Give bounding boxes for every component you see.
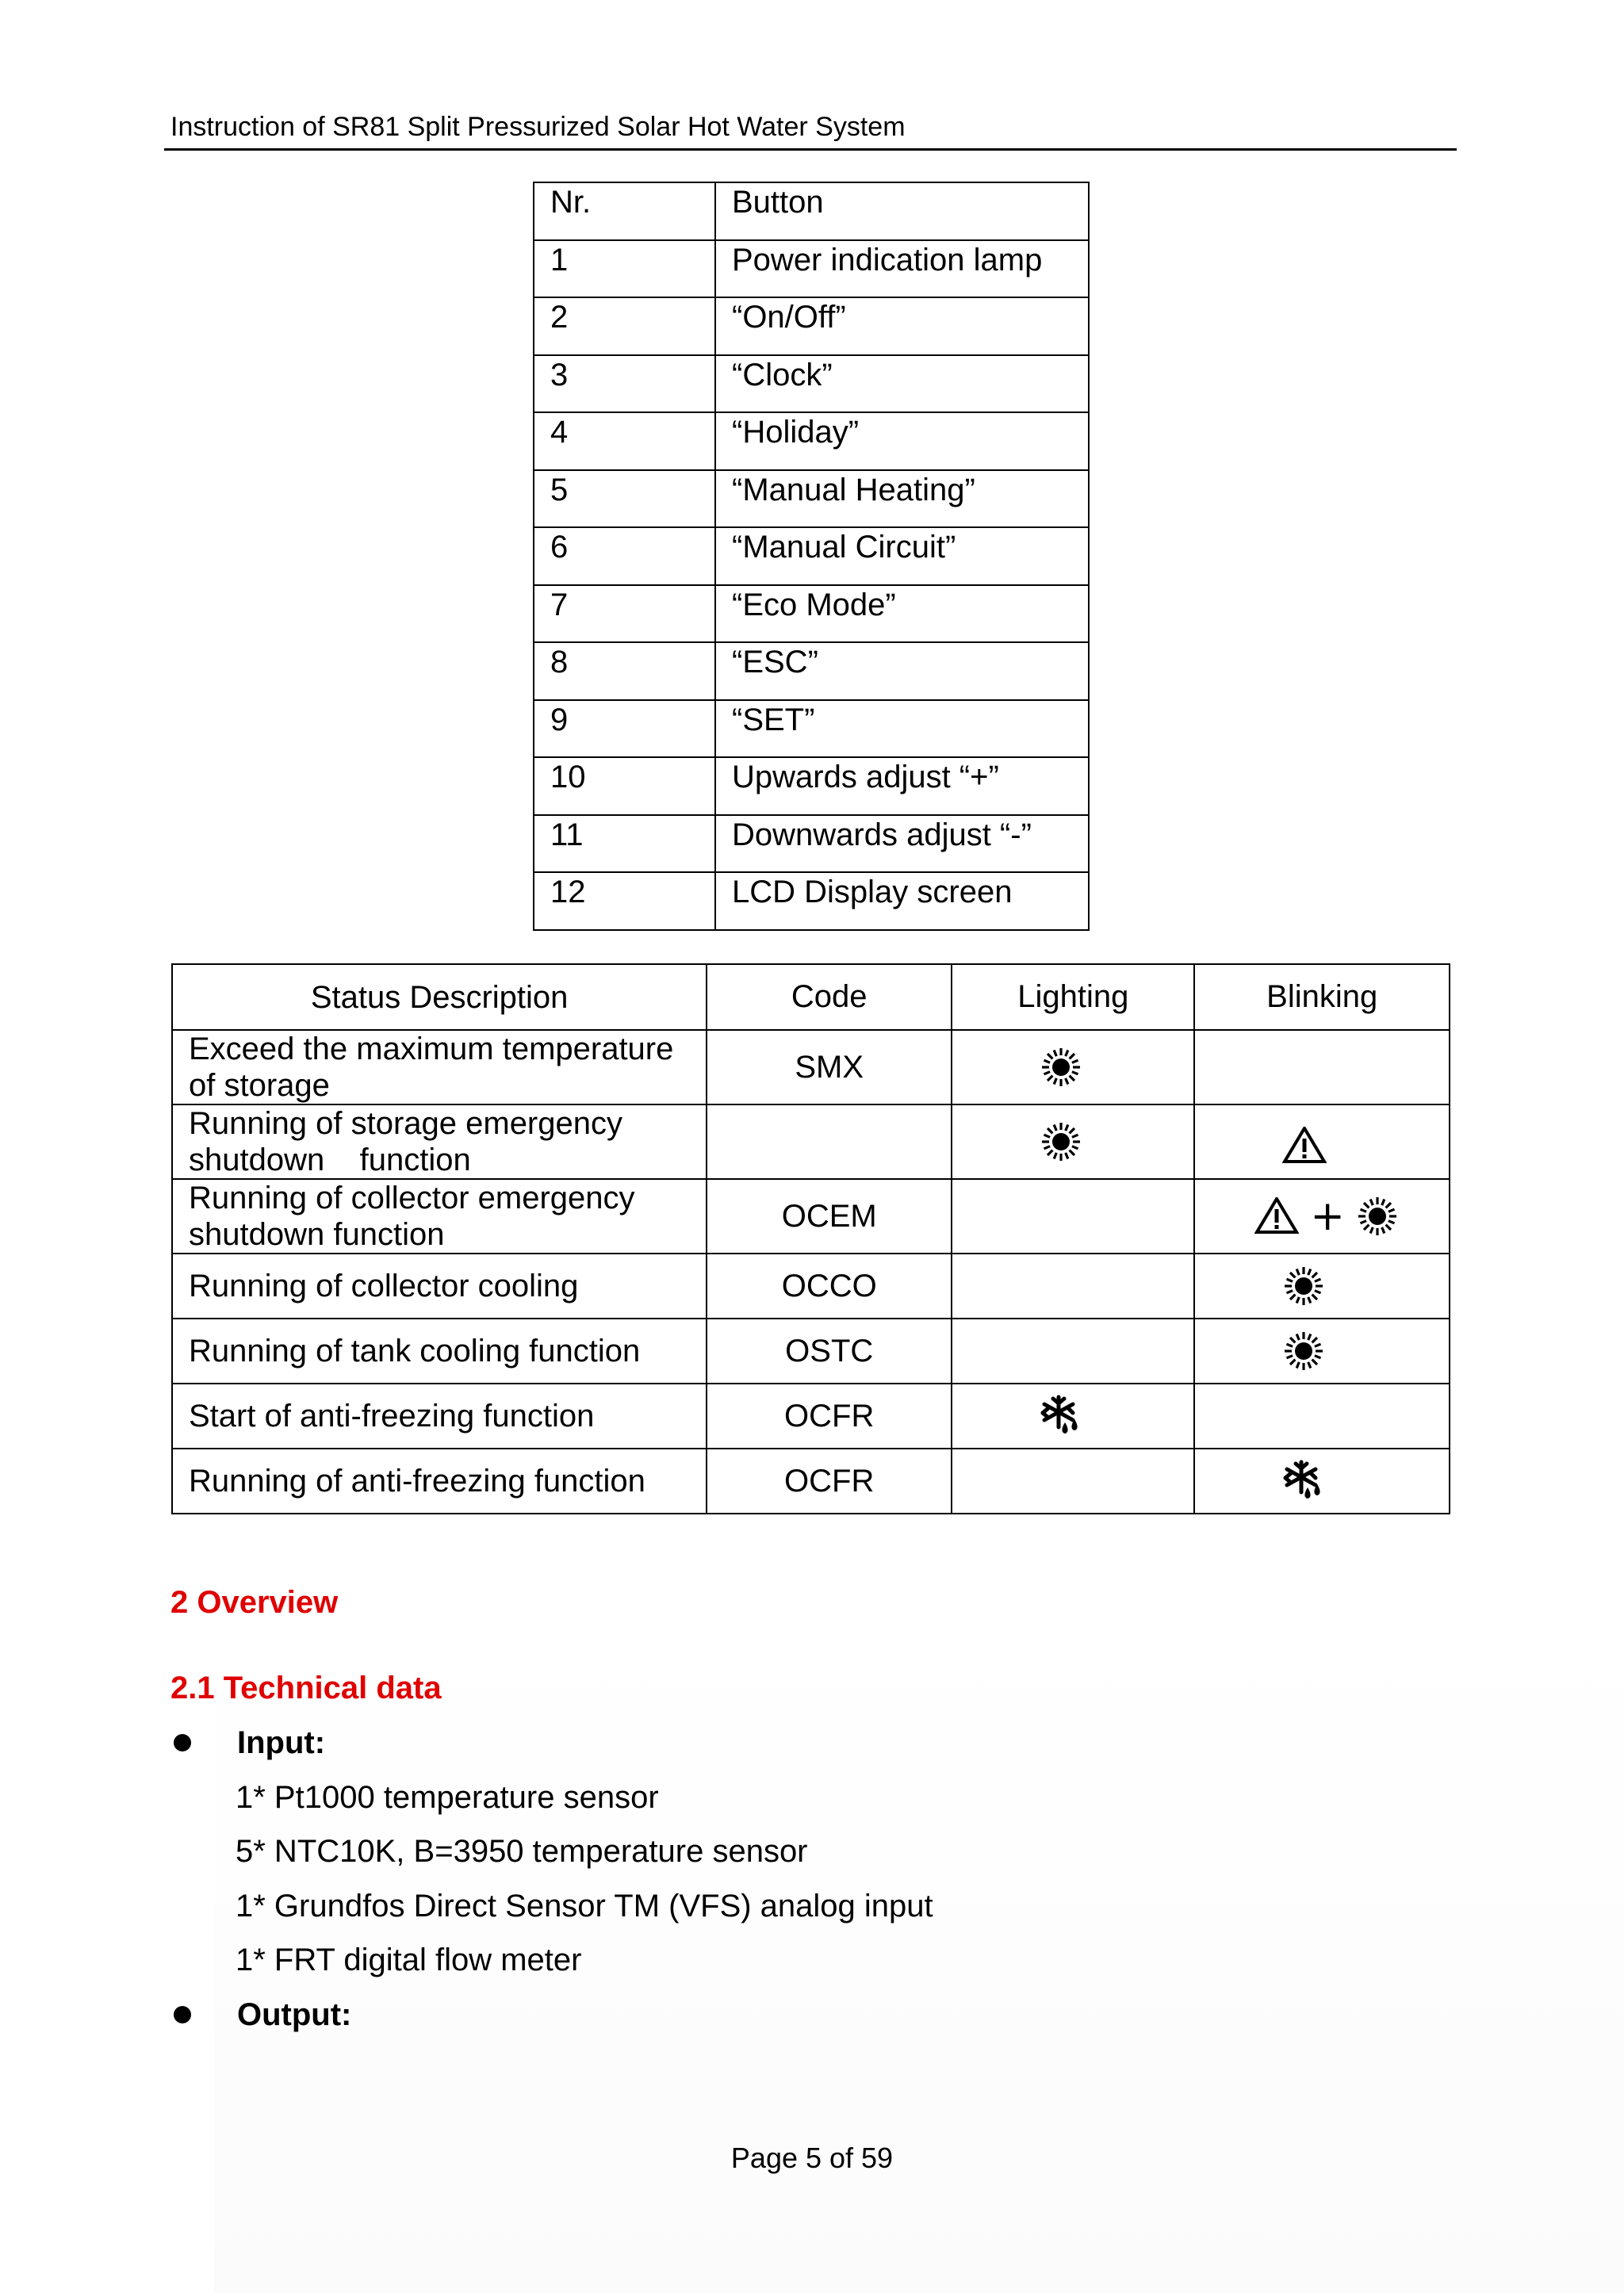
table-row — [172, 1179, 1450, 1254]
table-row — [534, 412, 1089, 470]
status-table — [171, 963, 1450, 1514]
header-divider — [164, 148, 1457, 151]
cell-blinking — [1194, 1179, 1450, 1254]
description-line: Running of collector emergency — [189, 1181, 635, 1215]
table-row — [534, 700, 1089, 758]
table-row — [534, 470, 1089, 528]
table-row — [172, 1104, 1450, 1179]
section-heading-technical-data: 2.1 Technical data — [170, 1671, 442, 1705]
description-line: shutdown function — [189, 1143, 471, 1177]
table-row — [172, 1254, 1450, 1319]
header-cell-lighting: Lighting — [952, 964, 1194, 1030]
bullet-input — [170, 1724, 325, 1762]
cell-description: Running of tank cooling function — [172, 1319, 707, 1384]
table-header-row — [534, 182, 1089, 240]
cell-nr: 9 — [534, 700, 715, 758]
warning-icon — [1282, 1127, 1327, 1165]
sun-icon — [1356, 1195, 1399, 1238]
cell-lighting — [952, 1104, 1194, 1179]
cell-code: OCCO — [707, 1254, 952, 1319]
cell-nr: 2 — [534, 297, 715, 355]
bullet-output — [170, 1996, 351, 2034]
cell-lighting — [952, 1030, 1194, 1104]
sun-icon — [1282, 1265, 1325, 1307]
frost-icon — [1040, 1394, 1084, 1438]
button-table — [533, 182, 1090, 931]
cell-description: Running of anti-freezing function — [172, 1449, 707, 1514]
table-row — [534, 872, 1089, 930]
table-row — [534, 815, 1089, 873]
table-row — [534, 642, 1089, 700]
list-item: 1* Grundfos Direct Sensor TM (VFS) analog input — [236, 1889, 933, 1924]
cell-nr: 10 — [534, 757, 715, 815]
cell-blinking — [1194, 1254, 1450, 1319]
list-item: 5* NTC10K, B=3950 temperature sensor — [236, 1834, 808, 1869]
cell-nr: 5 — [534, 470, 715, 528]
cell-code: OCEM — [707, 1179, 952, 1254]
sun-icon — [1040, 1120, 1082, 1163]
cell-blinking — [1194, 1104, 1450, 1179]
table-row — [534, 757, 1089, 815]
cell-description — [172, 1179, 707, 1254]
cell-description — [172, 1030, 707, 1104]
sun-icon — [1282, 1330, 1325, 1372]
bullet-icon — [174, 2006, 191, 2023]
description-line: of storage — [189, 1068, 330, 1103]
list-item: 1* Pt1000 temperature sensor — [236, 1780, 659, 1815]
cell-nr: 8 — [534, 642, 715, 700]
cell-button: “On/Off” — [715, 297, 1089, 355]
output-label: Output: — [237, 1997, 352, 2032]
cell-code: SMX — [707, 1030, 952, 1104]
cell-lighting — [952, 1319, 1194, 1384]
cell-description: Start of anti-freezing function — [172, 1384, 707, 1449]
table-row — [172, 1319, 1450, 1384]
header-cell-blinking: Blinking — [1194, 964, 1450, 1030]
cell-button: Power indication lamp — [715, 240, 1089, 298]
description-line: Running of storage emergency — [189, 1106, 622, 1141]
cell-blinking — [1194, 1384, 1450, 1449]
section-heading-overview: 2 Overview — [170, 1585, 339, 1620]
table-header-row — [172, 964, 1450, 1030]
cell-blinking — [1194, 1030, 1450, 1104]
header-cell-code: Code — [707, 964, 952, 1030]
header-cell-button: Button — [715, 182, 1089, 240]
cell-description: Running of collector cooling — [172, 1254, 707, 1319]
table-row — [172, 1384, 1450, 1449]
page-number: Page 5 of 59 — [730, 2142, 894, 2174]
cell-button: Downwards adjust “-” — [715, 815, 1089, 873]
cell-code: OSTC — [707, 1319, 952, 1384]
table-row — [534, 585, 1089, 643]
cell-button: “Clock” — [715, 355, 1089, 413]
cell-code: OCFR — [707, 1384, 952, 1449]
cell-nr: 7 — [534, 585, 715, 643]
input-label: Input: — [237, 1725, 326, 1760]
cell-lighting — [952, 1254, 1194, 1319]
cell-lighting — [952, 1449, 1194, 1514]
cell-blinking — [1194, 1449, 1450, 1514]
cell-button: Upwards adjust “+” — [715, 757, 1089, 815]
cell-nr: 6 — [534, 527, 715, 585]
table-row — [534, 297, 1089, 355]
sun-icon — [1040, 1046, 1082, 1089]
table-row — [534, 527, 1089, 585]
header-cell-nr: Nr. — [534, 182, 715, 240]
cell-button: LCD Display screen — [715, 872, 1089, 930]
description-line: Exceed the maximum temperature — [189, 1032, 674, 1066]
cell-button: “ESC” — [715, 642, 1089, 700]
table-row — [534, 240, 1089, 298]
cell-lighting — [952, 1179, 1194, 1254]
cell-code: OCFR — [707, 1449, 952, 1514]
cell-nr: 11 — [534, 815, 715, 873]
header-cell-status-description: Status Description — [172, 964, 707, 1030]
cell-nr: 12 — [534, 872, 715, 930]
cell-button: “Manual Circuit” — [715, 527, 1089, 585]
cell-lighting — [952, 1384, 1194, 1449]
cell-blinking — [1194, 1319, 1450, 1384]
cell-button: “SET” — [715, 700, 1089, 758]
frost-icon — [1282, 1459, 1327, 1503]
cell-button: “Manual Heating” — [715, 470, 1089, 528]
cell-button: “Eco Mode” — [715, 585, 1089, 643]
cell-description — [172, 1104, 707, 1179]
list-item: 1* FRT digital flow meter — [236, 1943, 582, 1977]
cell-button: “Holiday” — [715, 412, 1089, 470]
cell-nr: 4 — [534, 412, 715, 470]
cell-nr: 3 — [534, 355, 715, 413]
cell-nr: 1 — [534, 240, 715, 298]
document-header: Instruction of SR81 Split Pressurized Solar Hot Water System — [170, 112, 906, 142]
table-row — [534, 355, 1089, 413]
bullet-icon — [174, 1734, 191, 1751]
warning-icon — [1254, 1197, 1299, 1235]
plus-sign: + — [1310, 1192, 1345, 1240]
table-row — [172, 1030, 1450, 1104]
cell-code — [707, 1104, 952, 1179]
table-row — [172, 1449, 1450, 1514]
description-line: shutdown function — [189, 1217, 445, 1252]
